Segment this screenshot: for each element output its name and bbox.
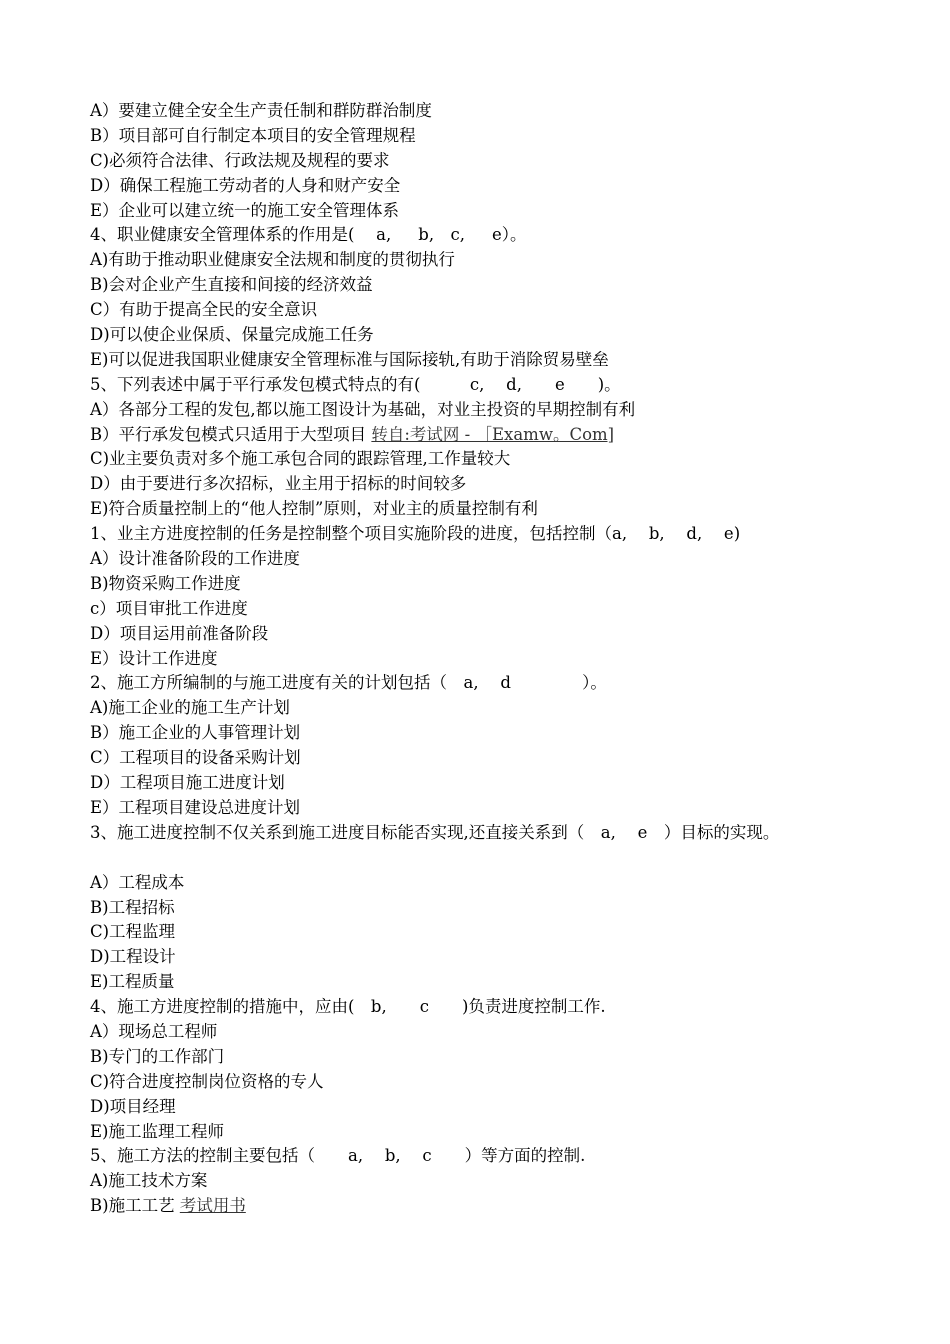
text-line — [90, 597, 910, 622]
text-line — [90, 721, 910, 746]
text-line — [90, 99, 910, 124]
text-line — [90, 447, 910, 472]
line-text: E）企业可以建立统一的施工安全管理体系 — [90, 200, 400, 220]
text-line — [90, 423, 910, 448]
line-text: 4、施工方进度控制的措施中，应由( b, c )负责进度控制工作. — [90, 997, 606, 1017]
line-text: E）设计工作进度 — [90, 648, 218, 668]
text-line — [90, 273, 910, 298]
line-text: B)物资采购工作进度 — [90, 573, 241, 593]
text-line — [90, 522, 910, 547]
line-text: D）确保工程施工劳动者的人身和财产安全 — [90, 175, 401, 195]
text-line — [90, 572, 910, 597]
text-line — [90, 1144, 910, 1169]
line-text: D)可以使企业保质、保量完成施工任务 — [90, 325, 374, 345]
line-text: E)符合质量控制上的“他人控制”原则，对业主的质量控制有利 — [90, 499, 538, 519]
line-text: C)符合进度控制岗位资格的专人 — [90, 1071, 324, 1091]
line-text: E）工程项目建设总进度计划 — [90, 797, 301, 817]
text-line — [90, 1070, 910, 1095]
line-text: C)必须符合法律、行政法规及规程的要求 — [90, 150, 390, 170]
text-line — [90, 1020, 910, 1045]
text-line — [90, 174, 910, 199]
text-line — [90, 945, 910, 970]
line-text: A)施工技术方案 — [90, 1171, 208, 1191]
line-text: c）项目审批工作进度 — [90, 598, 248, 618]
text-line — [90, 223, 910, 248]
line-text: A）要建立健全安全生产责任制和群防群治制度 — [90, 101, 432, 120]
text-line — [90, 398, 910, 423]
text-line — [90, 871, 910, 896]
text-line — [90, 298, 910, 323]
text-line — [90, 647, 910, 672]
source-link[interactable]: 转自:考试网 - ［Examw。Com] — [371, 424, 615, 444]
line-text: E)可以促进我国职业健康安全管理标准与国际接轨,有助于消除贸易壁垒 — [90, 349, 609, 369]
line-text: D）工程项目施工进度计划 — [90, 773, 285, 793]
line-text: B）项目部可自行制定本项目的安全管理规程 — [90, 125, 416, 145]
line-text: B)工程招标 — [90, 897, 175, 917]
line-text: A）现场总工程师 — [90, 1021, 218, 1041]
text-line — [90, 920, 910, 945]
text-line — [90, 199, 910, 224]
text-line — [90, 1120, 910, 1145]
text-line — [90, 995, 910, 1020]
text-line — [90, 124, 910, 149]
line-text: 5、施工方法的控制主要包括（ a, b, c ）等方面的控制. — [90, 1146, 586, 1166]
line-text: C）有助于提高全民的安全意识 — [90, 300, 318, 320]
source-link[interactable]: 考试用书 — [179, 1196, 246, 1216]
line-text: 5、下列表述中属于平行承发包模式特点的有( c, d, e )。 — [90, 374, 621, 394]
document-page — [90, 99, 910, 1219]
line-text: A）设计准备阶段的工作进度 — [90, 549, 300, 569]
line-text: B)专门的工作部门 — [90, 1046, 225, 1066]
line-text: A)有助于推动职业健康安全法规和制度的贯彻执行 — [90, 250, 455, 270]
line-text: D)项目经理 — [90, 1096, 176, 1116]
text-line — [90, 746, 910, 771]
text-line — [90, 1045, 910, 1070]
line-text: C)业主要负责对多个施工承包合同的跟踪管理,工作量较大 — [90, 449, 511, 469]
line-text: 1、业主方进度控制的任务是控制整个项目实施阶段的进度，包括控制（a, b, d, e) — [90, 524, 741, 544]
text-line — [90, 796, 910, 821]
text-line — [90, 348, 910, 373]
text-line — [90, 821, 910, 846]
text-line — [90, 671, 910, 696]
text-line — [90, 547, 910, 572]
line-text: B）施工企业的人事管理计划 — [90, 723, 301, 743]
text-line — [90, 970, 910, 995]
line-text: C）工程项目的设备采购计划 — [90, 748, 301, 768]
line-text: A）各部分工程的发包,都以施工图设计为基础，对业主投资的早期控制有利 — [90, 399, 636, 419]
line-text: E)施工监理工程师 — [90, 1121, 224, 1141]
text-line — [90, 622, 910, 647]
text-line — [90, 248, 910, 273]
line-text: E)工程质量 — [90, 972, 175, 992]
text-line — [90, 696, 910, 721]
line-text: A）工程成本 — [90, 872, 185, 892]
line-text: 3、施工进度控制不仅关系到施工进度目标能否实现,还直接关系到（ a, e ）目标的实现。 — [90, 822, 780, 842]
line-text: D）项目运用前准备阶段 — [90, 623, 269, 643]
text-line — [90, 323, 910, 348]
text-line — [90, 1194, 910, 1219]
line-text: 2、施工方所编制的与施工进度有关的计划包括（ a, d ）。 — [90, 673, 607, 693]
text-line — [90, 896, 910, 921]
line-text: 4、职业健康安全管理体系的作用是( a, b, c, e）。 — [90, 225, 527, 245]
line-text: B)会对企业产生直接和间接的经济效益 — [90, 275, 373, 295]
line-text: D）由于要进行多次招标，业主用于招标的时间较多 — [90, 474, 467, 494]
line-text: A)施工企业的施工生产计划 — [90, 698, 290, 718]
line-text: B)施工工艺 — [90, 1196, 180, 1216]
line-text: B）平行承发包模式只适用于大型项目 — [90, 424, 372, 444]
text-line — [90, 1169, 910, 1194]
text-line — [90, 149, 910, 174]
text-line — [90, 497, 910, 522]
text-line — [90, 1095, 910, 1120]
text-line — [90, 373, 910, 398]
text-line — [90, 846, 910, 871]
text-line — [90, 771, 910, 796]
line-text: D)工程设计 — [90, 947, 176, 967]
text-line — [90, 472, 910, 497]
line-text: C)工程监理 — [90, 922, 176, 942]
